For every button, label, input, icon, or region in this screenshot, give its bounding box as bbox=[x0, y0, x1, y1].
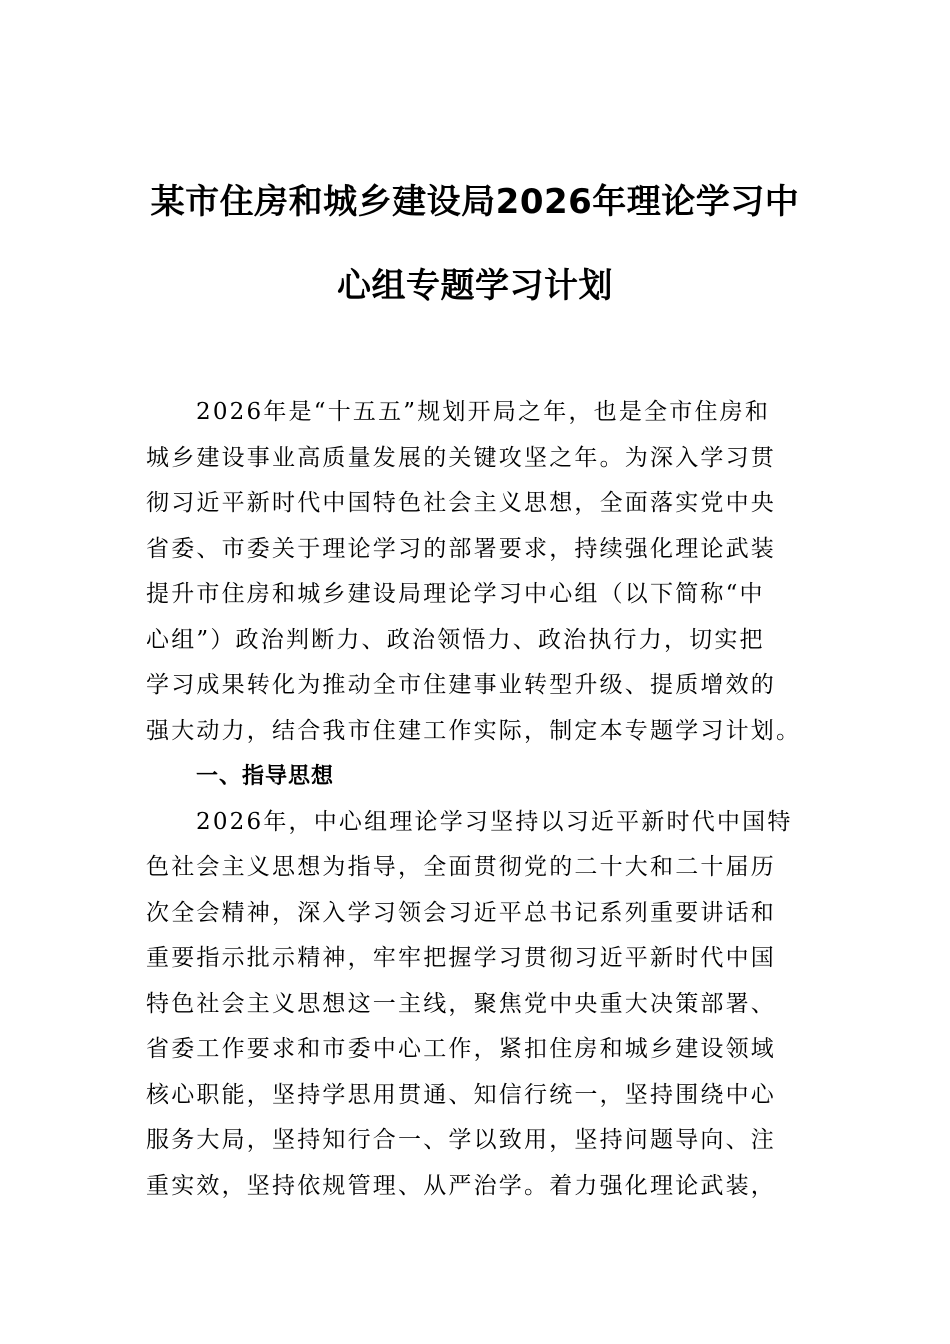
title-line-2: 心组专题学习计划 bbox=[337, 266, 613, 306]
intro-line: 强大动力，结合我市住建工作实际，制定本专题学习计划。 bbox=[146, 717, 802, 744]
section-paragraph bbox=[146, 800, 806, 1210]
document-title bbox=[110, 160, 840, 328]
intro-line: 心组”）政治判断力、政治领悟力、政治执行力，切实把 bbox=[146, 626, 765, 653]
section-line: 特色社会主义思想这一主线，聚焦党中央重大决策部署、 bbox=[146, 990, 776, 1017]
section-line: 核心职能，坚持学思用贯通、知信行统一，坚持围绕中心 bbox=[146, 1081, 776, 1108]
section-line: 重实效，坚持依规管理、从严治学。着力强化理论武装， bbox=[146, 1172, 776, 1199]
intro-line: 城乡建设事业高质量发展的关键攻坚之年。为深入学习贯 bbox=[146, 444, 776, 471]
intro-line: 2026年是“十五五”规划开局之年，也是全市住房和 bbox=[196, 399, 771, 425]
section-line: 色社会主义思想为指导，全面贯彻党的二十大和二十届历 bbox=[146, 854, 776, 880]
intro-line: 省委、市委关于理论学习的部署要求，持续强化理论武装 bbox=[146, 535, 776, 562]
section-line: 重要指示批示精神，牢牢把握学习贯彻习近平新时代中国 bbox=[146, 945, 776, 971]
section-line: 服务大局，坚持知行合一、学以致用，坚持问题导向、注 bbox=[146, 1127, 776, 1153]
intro-paragraph bbox=[146, 390, 806, 754]
section-line: 次全会精神，深入学习领会习近平总书记系列重要讲话和 bbox=[146, 899, 776, 926]
document-body bbox=[146, 390, 806, 1209]
intro-line: 学习成果转化为推动全市住建事业转型升级、提质增效的 bbox=[146, 672, 776, 698]
title-line-1: 某市住房和城乡建设局2026年理论学习中 bbox=[150, 182, 800, 222]
intro-line: 提升市住房和城乡建设局理论学习中心组（以下简称“中 bbox=[146, 581, 765, 607]
section-heading-guiding-ideology: 一、指导思想 bbox=[196, 764, 335, 789]
intro-line: 彻习近平新时代中国特色社会主义思想，全面落实党中央 bbox=[146, 490, 776, 516]
section-line: 2026年，中心组理论学习坚持以习近平新时代中国特 bbox=[196, 808, 793, 835]
section-line: 省委工作要求和市委中心工作，紧扣住房和城乡建设领域 bbox=[146, 1036, 776, 1062]
